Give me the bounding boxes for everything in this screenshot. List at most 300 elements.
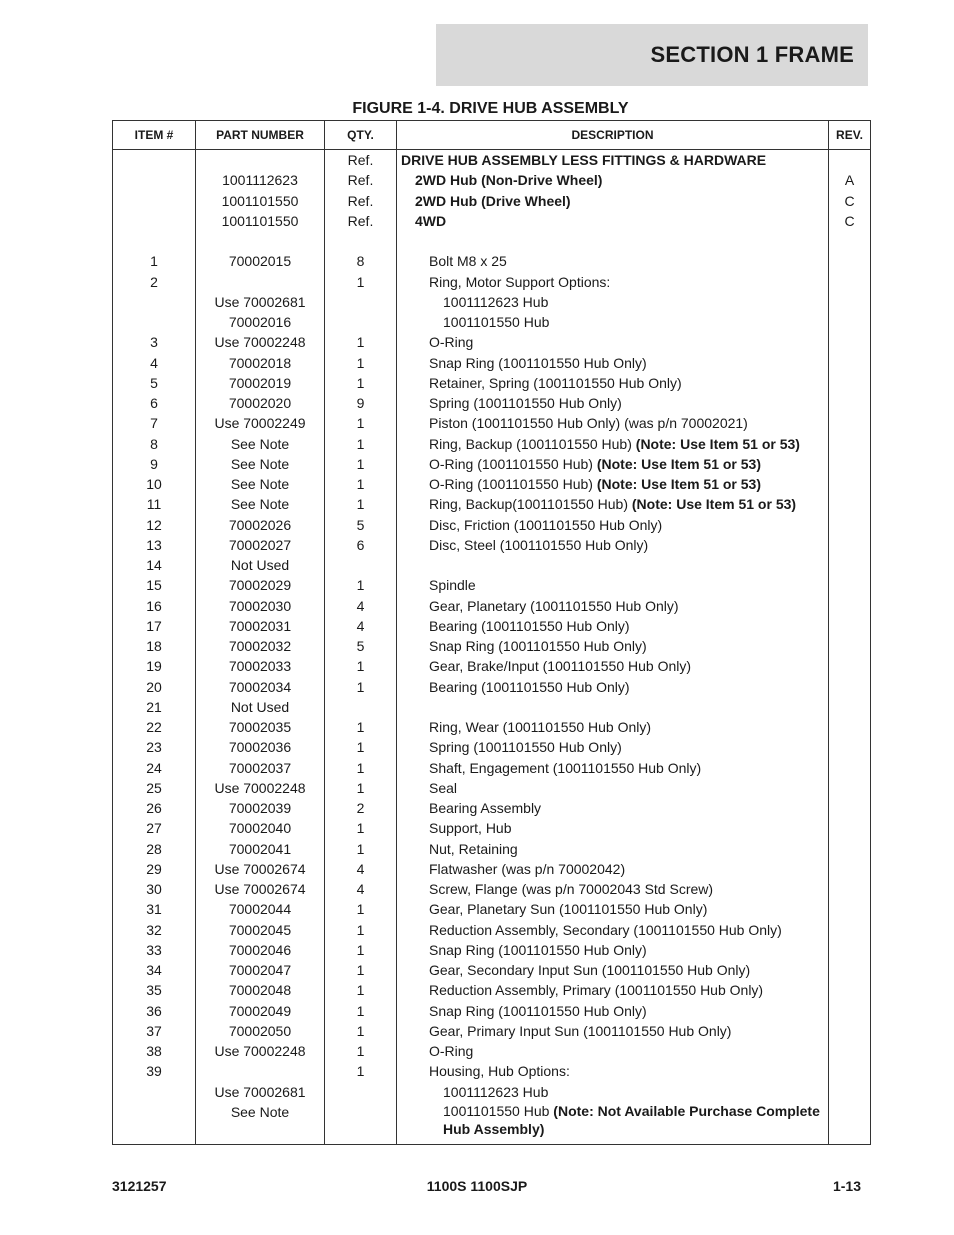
table-row xyxy=(113,737,871,757)
table-row xyxy=(113,859,871,879)
description-text: Bearing Assembly xyxy=(429,800,542,816)
cell-rev xyxy=(829,535,871,555)
cell-item-number: 26 xyxy=(113,798,196,818)
cell-qty: 1 xyxy=(325,737,397,757)
cell-description xyxy=(397,920,829,940)
description-text: Screw, Flange (was p/n 70002043 Std Screw) xyxy=(429,881,714,897)
cell-item-number: 5 xyxy=(113,373,196,393)
cell-qty: 1 xyxy=(325,717,397,737)
cell-part-number: 70002034 xyxy=(196,677,325,697)
cell-description xyxy=(397,373,829,393)
cell-item-number: 10 xyxy=(113,474,196,494)
cell-rev xyxy=(829,1001,871,1021)
cell-description xyxy=(397,393,829,413)
cell-description xyxy=(397,596,829,616)
cell-rev xyxy=(829,940,871,960)
cell-item-number: 28 xyxy=(113,839,196,859)
cell-rev xyxy=(829,1041,871,1061)
cell-description xyxy=(397,312,829,332)
cell-part-number: 1001101550 xyxy=(196,191,325,211)
cell-description xyxy=(397,778,829,798)
cell-description xyxy=(397,616,829,636)
cell-qty: 4 xyxy=(325,596,397,616)
table-row xyxy=(113,717,871,737)
cell-part-number: See Note xyxy=(196,494,325,514)
table-row xyxy=(113,920,871,940)
cell-description xyxy=(397,1041,829,1061)
description-text: Piston (1001101550 Hub Only) (was p/n 70002021) xyxy=(429,415,748,432)
table-row xyxy=(113,373,871,393)
table-row xyxy=(113,778,871,798)
cell-description xyxy=(397,251,829,271)
description-text: Ring, Backup (1001101550 Hub) xyxy=(429,435,636,452)
table-row xyxy=(113,434,871,454)
description-text: Snap Ring (1001101550 Hub Only) xyxy=(429,354,647,371)
cell-rev xyxy=(829,150,871,171)
table-row xyxy=(113,191,871,211)
description-text: Bearing (1001101550 Hub Only) xyxy=(429,678,630,695)
cell-qty: 1 xyxy=(325,373,397,393)
table-row xyxy=(113,170,871,190)
cell-rev xyxy=(829,434,871,454)
cell-qty: 2 xyxy=(325,798,397,818)
cell-description xyxy=(397,454,829,474)
table-row xyxy=(113,960,871,980)
cell-description xyxy=(397,353,829,373)
cell-part-number: 70002036 xyxy=(196,737,325,757)
cell-item-number: 8 xyxy=(113,434,196,454)
cell-part-number: Use 70002674 xyxy=(196,859,325,879)
cell-description xyxy=(397,980,829,1000)
cell-part-number: 70002026 xyxy=(196,515,325,535)
description-text: O-Ring (1001101550 Hub) xyxy=(429,476,597,492)
table-row xyxy=(113,656,871,676)
table-header-row xyxy=(113,121,871,150)
description-text: Retainer, Spring (1001101550 Hub Only) xyxy=(429,374,682,391)
cell-item-number: 32 xyxy=(113,920,196,940)
cell-qty: 1 xyxy=(325,778,397,798)
cell-item-number: 24 xyxy=(113,758,196,778)
cell-qty: 1 xyxy=(325,434,397,454)
cell-item-number: 33 xyxy=(113,940,196,960)
cell-rev xyxy=(829,960,871,980)
cell-item-number: 18 xyxy=(113,636,196,656)
cell-item-number: 7 xyxy=(113,413,196,433)
cell-rev xyxy=(829,737,871,757)
cell-rev xyxy=(829,920,871,940)
cell-qty: 1 xyxy=(325,454,397,474)
cell-part-number: See Note xyxy=(196,454,325,474)
cell-item-number: 22 xyxy=(113,717,196,737)
description-note: (Note: Use Item 51 or 53) xyxy=(596,476,762,492)
description-text: Gear, Primary Input Sun (1001101550 Hub Only) xyxy=(429,1022,732,1039)
cell-rev xyxy=(829,494,871,514)
cell-qty: 1 xyxy=(325,1061,397,1081)
cell-rev xyxy=(829,413,871,433)
description-text: Ring, Motor Support Options: xyxy=(429,273,611,290)
cell-rev xyxy=(829,393,871,413)
cell-qty: 1 xyxy=(325,656,397,676)
cell-item-number xyxy=(113,231,196,251)
table-row xyxy=(113,515,871,535)
description-text: O-Ring xyxy=(429,1043,474,1059)
cell-qty xyxy=(325,555,397,575)
cell-part-number: 70002031 xyxy=(196,616,325,636)
cell-item-number: 13 xyxy=(113,535,196,555)
cell-description xyxy=(397,798,829,818)
cell-qty: 1 xyxy=(325,474,397,494)
cell-description xyxy=(397,272,829,292)
footer-doc-number: 3121257 xyxy=(112,1178,167,1194)
table-row xyxy=(113,616,871,636)
table-row xyxy=(113,535,871,555)
cell-part-number: 70002041 xyxy=(196,839,325,859)
table-row xyxy=(113,150,871,171)
cell-part-number: 70002020 xyxy=(196,393,325,413)
cell-description xyxy=(397,737,829,757)
cell-rev xyxy=(829,899,871,919)
cell-part-number: 70002044 xyxy=(196,899,325,919)
cell-qty: 5 xyxy=(325,515,397,535)
cell-description xyxy=(397,494,829,514)
cell-description xyxy=(397,170,829,190)
description-text: 2WD Hub (Drive Wheel) xyxy=(415,192,571,209)
cell-item-number: 3 xyxy=(113,332,196,352)
cell-item-number: 35 xyxy=(113,980,196,1000)
table-row xyxy=(113,980,871,1000)
column-header-rev: REV. xyxy=(829,121,871,150)
cell-rev xyxy=(829,636,871,656)
table-row xyxy=(113,312,871,332)
cell-part-number: See Note xyxy=(196,434,325,454)
description-note: (Note: Use Item 51 or 53) xyxy=(631,496,797,513)
cell-part-number: 70002049 xyxy=(196,1001,325,1021)
table-row xyxy=(113,899,871,919)
table-row xyxy=(113,636,871,656)
table-row xyxy=(113,211,871,231)
cell-rev xyxy=(829,778,871,798)
description-note: (Note: Use Item 51 or 53) xyxy=(596,455,762,472)
table-row xyxy=(113,758,871,778)
cell-part-number: 70002027 xyxy=(196,535,325,555)
cell-part-number: 1001101550 xyxy=(196,211,325,231)
table-row xyxy=(113,1021,871,1041)
table-row xyxy=(113,839,871,859)
cell-item-number: 36 xyxy=(113,1001,196,1021)
cell-rev xyxy=(829,798,871,818)
table-row xyxy=(113,555,871,575)
figure-title: FIGURE 1-4. DRIVE HUB ASSEMBLY xyxy=(352,100,629,117)
cell-description xyxy=(397,879,829,899)
cell-description xyxy=(397,332,829,352)
cell-qty: 1 xyxy=(325,1041,397,1061)
description-text: Support, Hub xyxy=(429,820,512,837)
cell-qty: 5 xyxy=(325,636,397,656)
cell-rev xyxy=(829,758,871,778)
description-text: Bearing (1001101550 Hub Only) xyxy=(429,617,630,634)
column-header-qty: QTY. xyxy=(325,121,397,150)
table-row xyxy=(113,596,871,616)
description-text: Reduction Assembly, Primary (1001101550 Hub Only) xyxy=(429,982,764,999)
cell-item-number: 1 xyxy=(113,251,196,271)
cell-rev xyxy=(829,292,871,312)
cell-qty: 1 xyxy=(325,494,397,514)
cell-qty xyxy=(325,292,397,312)
cell-rev xyxy=(829,839,871,859)
cell-qty: 1 xyxy=(325,1001,397,1021)
cell-part-number: 70002040 xyxy=(196,818,325,838)
cell-part-number: 70002046 xyxy=(196,940,325,960)
cell-item-number xyxy=(113,191,196,211)
cell-rev xyxy=(829,272,871,292)
description-text: Gear, Secondary Input Sun (1001101550 Hub Only) xyxy=(429,962,751,978)
cell-item-number: 4 xyxy=(113,353,196,373)
cell-description xyxy=(397,292,829,312)
cell-qty: 1 xyxy=(325,272,397,292)
cell-rev xyxy=(829,697,871,717)
cell-part-number: 1001112623 xyxy=(196,170,325,190)
description-text: Spring (1001101550 Hub Only) xyxy=(429,739,622,756)
cell-qty: 1 xyxy=(325,980,397,1000)
cell-description xyxy=(397,717,829,737)
cell-description xyxy=(397,1021,829,1041)
table-row xyxy=(113,494,871,514)
cell-rev xyxy=(829,1082,871,1102)
section-title: SECTION 1 FRAME xyxy=(650,42,854,67)
cell-item-number: 12 xyxy=(113,515,196,535)
cell-rev xyxy=(829,859,871,879)
cell-rev: C xyxy=(829,211,871,231)
description-text: Snap Ring (1001101550 Hub Only) xyxy=(429,1002,647,1019)
cell-description xyxy=(397,859,829,879)
description-text: 4WD xyxy=(415,212,447,229)
cell-qty: 1 xyxy=(325,1021,397,1041)
cell-part-number xyxy=(196,231,325,251)
table-row xyxy=(113,292,871,312)
table-row xyxy=(113,575,871,595)
cell-rev xyxy=(829,818,871,838)
cell-part-number: Use 70002248 xyxy=(196,1041,325,1061)
cell-item-number xyxy=(113,292,196,312)
cell-description xyxy=(397,677,829,697)
cell-description xyxy=(397,636,829,656)
description-text: 1001101550 Hub xyxy=(443,314,550,330)
table-row xyxy=(113,272,871,292)
table-row xyxy=(113,940,871,960)
cell-description xyxy=(397,150,829,171)
cell-description xyxy=(397,960,829,980)
cell-qty: 1 xyxy=(325,575,397,595)
cell-rev xyxy=(829,1021,871,1041)
cell-part-number: 70002045 xyxy=(196,920,325,940)
description-text: Shaft, Engagement (1001101550 Hub Only) xyxy=(429,759,702,776)
cell-rev xyxy=(829,575,871,595)
cell-description xyxy=(397,211,829,231)
cell-rev xyxy=(829,980,871,1000)
cell-rev xyxy=(829,251,871,271)
cell-description xyxy=(397,555,829,575)
cell-description xyxy=(397,899,829,919)
table-row xyxy=(113,1001,871,1021)
cell-description xyxy=(397,575,829,595)
table-row xyxy=(113,454,871,474)
description-text: Snap Ring (1001101550 Hub Only) xyxy=(429,638,647,654)
cell-qty: Ref. xyxy=(325,150,397,171)
footer-model: 1100S 1100SJP xyxy=(426,1178,528,1194)
cell-part-number xyxy=(196,150,325,171)
cell-rev xyxy=(829,353,871,373)
cell-rev xyxy=(829,677,871,697)
table-row xyxy=(113,231,871,251)
parts-table xyxy=(112,120,871,1145)
cell-description xyxy=(397,758,829,778)
column-header-item: ITEM # xyxy=(113,121,196,150)
description-text: Spindle xyxy=(429,577,476,594)
cell-rev xyxy=(829,656,871,676)
description-text: Gear, Planetary Sun (1001101550 Hub Only) xyxy=(429,901,708,918)
cell-part-number: 70002033 xyxy=(196,656,325,676)
cell-item-number: 38 xyxy=(113,1041,196,1061)
cell-qty: 1 xyxy=(325,677,397,697)
table-row xyxy=(113,474,871,494)
cell-rev xyxy=(829,1061,871,1081)
description-note: (Note: Not Available Purchase Complete Hub Assembly) xyxy=(443,1102,820,1137)
description-text: Disc, Friction (1001101550 Hub Only) xyxy=(429,516,663,533)
cell-part-number: Use 70002248 xyxy=(196,778,325,798)
cell-item-number xyxy=(113,170,196,190)
table-row xyxy=(113,1082,871,1102)
cell-qty xyxy=(325,312,397,332)
cell-item-number: 14 xyxy=(113,555,196,575)
cell-rev xyxy=(829,312,871,332)
cell-part-number: 70002047 xyxy=(196,960,325,980)
cell-part-number: 70002030 xyxy=(196,596,325,616)
table-row xyxy=(113,393,871,413)
cell-qty: 1 xyxy=(325,899,397,919)
description-note: (Note: Use Item 51 or 53) xyxy=(635,435,800,452)
cell-part-number: Use 70002681 xyxy=(196,292,325,312)
cell-description xyxy=(397,697,829,717)
cell-part-number: Use 70002681 xyxy=(196,1082,325,1102)
description-text: 1001112623 Hub xyxy=(443,1083,549,1100)
cell-part-number: See Note xyxy=(196,1102,325,1145)
cell-part-number: 70002019 xyxy=(196,373,325,393)
cell-qty: Ref. xyxy=(325,170,397,190)
cell-part-number: 70002032 xyxy=(196,636,325,656)
cell-item-number xyxy=(113,150,196,171)
cell-description xyxy=(397,413,829,433)
description-text: Gear, Brake/Input (1001101550 Hub Only) xyxy=(429,658,692,675)
cell-rev xyxy=(829,1102,871,1145)
cell-part-number xyxy=(196,1061,325,1081)
table-row xyxy=(113,879,871,899)
cell-part-number: 70002029 xyxy=(196,575,325,595)
cell-part-number: 70002016 xyxy=(196,312,325,332)
description-text: Nut, Retaining xyxy=(429,840,518,857)
cell-rev xyxy=(829,555,871,575)
table-row xyxy=(113,677,871,697)
cell-item-number: 25 xyxy=(113,778,196,798)
cell-rev xyxy=(829,879,871,899)
cell-description xyxy=(397,434,829,454)
cell-rev xyxy=(829,596,871,616)
cell-qty: 1 xyxy=(325,413,397,433)
table-row xyxy=(113,1102,871,1145)
cell-description xyxy=(397,940,829,960)
cell-item-number: 9 xyxy=(113,454,196,474)
cell-item-number: 6 xyxy=(113,393,196,413)
cell-qty xyxy=(325,1082,397,1102)
cell-part-number: 70002037 xyxy=(196,758,325,778)
table-row xyxy=(113,798,871,818)
description-text: Gear, Planetary (1001101550 Hub Only) xyxy=(429,597,679,614)
cell-part-number: 70002035 xyxy=(196,717,325,737)
cell-part-number: 70002015 xyxy=(196,251,325,271)
column-header-part-number: PART NUMBER xyxy=(196,121,325,150)
cell-description xyxy=(397,535,829,555)
cell-description xyxy=(397,1082,829,1102)
description-text: 1001101550 Hub xyxy=(443,1102,554,1119)
column-header-description: DESCRIPTION xyxy=(397,121,829,150)
cell-description xyxy=(397,818,829,838)
cell-part-number: 70002018 xyxy=(196,353,325,373)
cell-qty: 1 xyxy=(325,839,397,859)
cell-qty: 4 xyxy=(325,879,397,899)
cell-item-number: 23 xyxy=(113,737,196,757)
cell-part-number: Not Used xyxy=(196,697,325,717)
cell-qty: 1 xyxy=(325,353,397,373)
cell-qty: Ref. xyxy=(325,191,397,211)
description-text: Disc, Steel (1001101550 Hub Only) xyxy=(429,536,649,553)
cell-item-number: 30 xyxy=(113,879,196,899)
cell-item-number: 21 xyxy=(113,697,196,717)
cell-qty: 9 xyxy=(325,393,397,413)
cell-rev: A xyxy=(829,170,871,190)
cell-description xyxy=(397,515,829,535)
cell-part-number: Use 70002249 xyxy=(196,413,325,433)
cell-rev xyxy=(829,454,871,474)
cell-part-number: See Note xyxy=(196,474,325,494)
cell-rev xyxy=(829,616,871,636)
table-row xyxy=(113,818,871,838)
cell-qty: 1 xyxy=(325,960,397,980)
description-text: 1001112623 Hub xyxy=(443,293,549,310)
cell-qty: 1 xyxy=(325,758,397,778)
table-row xyxy=(113,413,871,433)
cell-item-number xyxy=(113,1082,196,1102)
cell-item-number: 2 xyxy=(113,272,196,292)
cell-qty xyxy=(325,1102,397,1145)
cell-rev xyxy=(829,373,871,393)
description-text: Reduction Assembly, Secondary (1001101550 Hub Only) xyxy=(429,921,782,938)
cell-qty: Ref. xyxy=(325,211,397,231)
cell-description xyxy=(397,656,829,676)
description-text: Ring, Wear (1001101550 Hub Only) xyxy=(429,719,652,735)
footer-page-number: 1-13 xyxy=(832,1178,861,1194)
cell-qty: 8 xyxy=(325,251,397,271)
cell-rev xyxy=(829,717,871,737)
description-text: Seal xyxy=(429,779,458,796)
cell-part-number: 70002039 xyxy=(196,798,325,818)
description-text: Flatwasher (was p/n 70002042) xyxy=(429,860,626,877)
cell-item-number: 20 xyxy=(113,677,196,697)
cell-description xyxy=(397,1001,829,1021)
description-text: O-Ring xyxy=(429,334,474,351)
cell-part-number: Not Used xyxy=(196,555,325,575)
cell-item-number xyxy=(113,211,196,231)
cell-item-number: 31 xyxy=(113,899,196,919)
cell-part-number: 70002050 xyxy=(196,1021,325,1041)
